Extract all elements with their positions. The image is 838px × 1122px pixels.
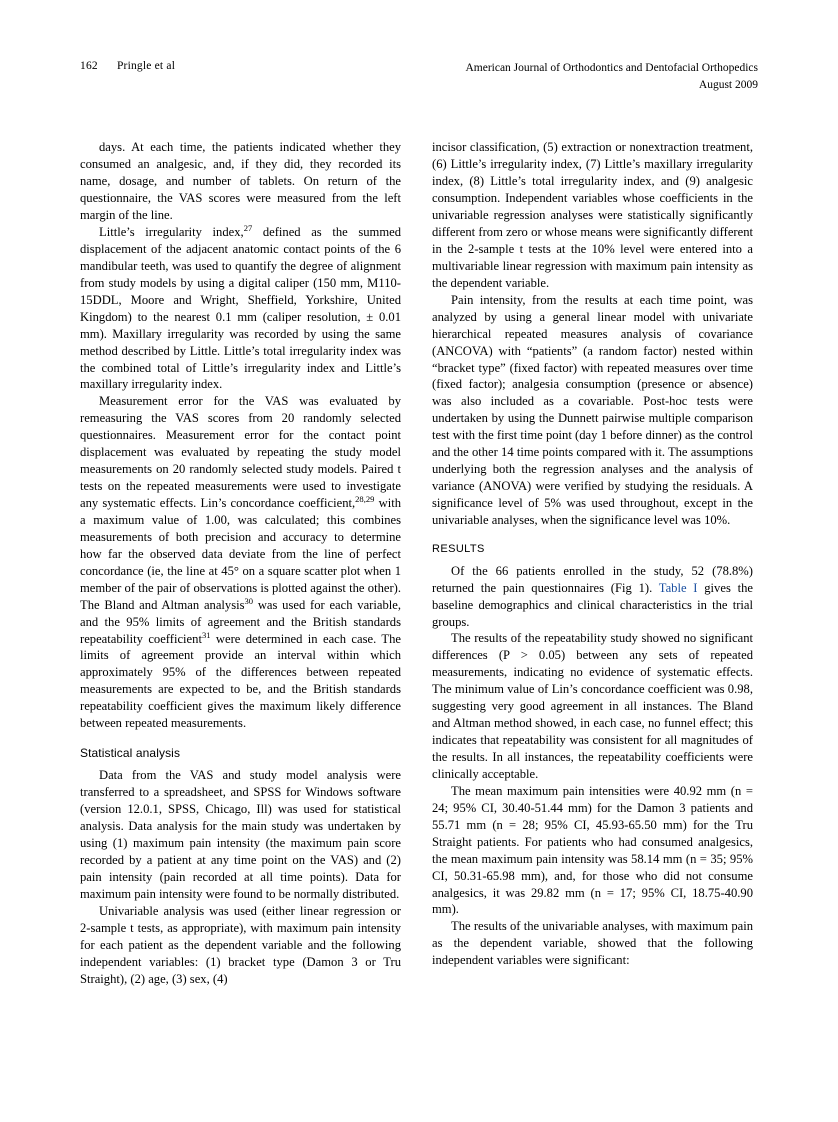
running-authors: Pringle et al: [116, 60, 176, 72]
issue-date: August 2009: [698, 78, 758, 91]
page-header: [80, 60, 758, 93]
page-number: 162: [80, 60, 98, 72]
left-column: [80, 139, 401, 987]
paragraph: The results of the univariable analyses, with maximum pain as the dependent variable, showed that the following independent variables were significant:: [432, 919, 753, 968]
paragraph: Measurement error for the VAS was evaluated by remeasuring the VAS scores from 20 randomly selected questionnaires. Measurement error for the contact point displacement was evaluated by repeating the study model measurements on 20 randomly selected study models. Paired t tests on the repeated measurements were used to investigate any systematic effects. Lin’s concordance coefficient,$^{28,29}$ with a maximum value of 1.00, was calculated; this combines measurements of both precision and accuracy to determine how far the observed data deviate from the line of perfect concordance (ie, the line at 45° on a square scatter plot when 1 member of the pair of observations is plotted against the other). The Bland and Altman analysis$^{30}$ was used for each variable, and the 95% limits of agreement and the British standards repeatability coefficient$^{31}$ were determined in each case. The limits of agreement provide an interval within which approximately 95% of the differences between repeated measurements are expected to be, and the British standards repeatability coefficient gives the maximum likely difference between repeated measurements.: [80, 394, 401, 731]
journal-title: American Journal of Orthodontics and Dentofacial Orthopedics: [465, 62, 758, 74]
header-right: [465, 60, 758, 93]
paragraph: days. At each time, the patients indicated whether they consumed an analgesic, and, if they did, they recorded its name, dosage, and number of tablets. On return of the questionnaire, the VAS scores were measured from the left margin of the line.: [80, 140, 401, 223]
right-column: [432, 139, 753, 987]
paragraph: Data from the VAS and study model analysis were transferred to a spreadsheet, and SPSS for Windows software (version 12.0.1, SPSS, Chicago, Ill) was used for statistical analysis. Data analysis for the main study was undertaken by using (1) maximum pain intensity (the maximum pain score recorded by a patient at any time point on the VAS) and (2) pain intensity (pain recorded at all time points). Data for maximum pain intensity were found to be normally distributed.: [80, 768, 401, 901]
header-left: [80, 60, 175, 72]
paragraph: Pain intensity, from the results at each time point, was analyzed by using a general linear model with univariate hierarchical repeated measures analysis of covariance (ANCOVA) with “patients” (a random factor) nested within “bracket type” (fixed factor) with repeated measures over time (fixed factor); analgesia consumption (presence or absence) was also included as a covariable. Post-hoc tests were undertaken by using the Dunnett pairwise multiple comparison test with the first time point (day 1 before dinner) as the control and the other 14 time points compared with it. The assumptions underlying both the regression analyses and the analysis of variance (ANOVA) were verified by studying the residuals. A significance level of 5% was used throughout, except in the univariable analyses, when the significance level was 10%.: [432, 292, 753, 527]
paragraph: incisor classification, (5) extraction or nonextraction treatment, (6) Little’s irregularity index, (7) Little’s maxillary irregularity index, (8) Little’s total irregularity index, and (9) analgesic consumption. Independent variables whose coefficients in the univariable regression analyses were statistically significantly different from zero or whose means were significantly different in the 2-sample t tests at the 10% level were entered into a multivariable linear regression with maximum pain intensity as the dependent variable.: [432, 140, 753, 290]
paragraph: Little’s irregularity index,$^{27}$ defined as the summed displacement of the adjacent anatomic contact points of the 6 mandibular teeth, was used to quantify the degree of alignment from study models by using a digital caliper (150 mm, M110-15DDL, Moore and Wright, Sheffield, Yorkshire, United Kingdom) to the nearest 0.1 mm (caliper resolution, ± 0.01 mm). Maxillary irregularity was recorded by using the same method described by Little. Little’s total irregularity index was the combined total of Little’s irregularity index and Little’s maxillary irregularity index.: [80, 222, 401, 392]
section-heading-statistical-analysis: Statistical analysis: [80, 746, 181, 761]
paragraph: The mean maximum pain intensities were 40.92 mm (n = 24; 95% CI, 30.40-51.44 mm) for the Damon 3 patients and 55.71 mm (n = 28; 95% CI, 45.93-65.50 mm) for the Tru Straight patients. For patients who had consumed analgesics, the mean maximum pain intensity was 58.14 mm (n = 35; 95% CI, 50.31-65.98 mm), and, for those who did not consume analgesics, it was 29.82 mm (n = 17; 95% CI, 18.75-40.90 mm).: [432, 783, 753, 917]
paragraph: The results of the repeatability study showed no significant differences (P > 0.05) between any sets of repeated measurements, indicating no evidence of systematic effects. The minimum value of Lin’s concordance coefficient was 0.98, suggesting very good agreement in all instances. The Bland and Altman method showed, in each case, no funnel effect; this indicates that repeatability was consistent for all magnitudes of the results. In all instances, the repeatability coefficients were clinically acceptable.: [432, 631, 753, 781]
paragraph: Of the 66 patients enrolled in the study, 52 (78.8%) returned the pain questionnaires (Fig 1). Table I gives the baseline demographics and clinical characteristics in the trial groups.: [432, 563, 753, 629]
section-heading-results: RESULTS: [432, 542, 485, 555]
body-columns: [80, 139, 758, 987]
paragraph: Univariable analysis was used (either linear regression or 2-sample t tests, as appropriate), with maximum pain intensity for each patient as the dependent variable and the following independent variables: (1) bracket type (Damon 3 or Tru Straight), (2) age, (3) sex, (4): [80, 903, 401, 986]
